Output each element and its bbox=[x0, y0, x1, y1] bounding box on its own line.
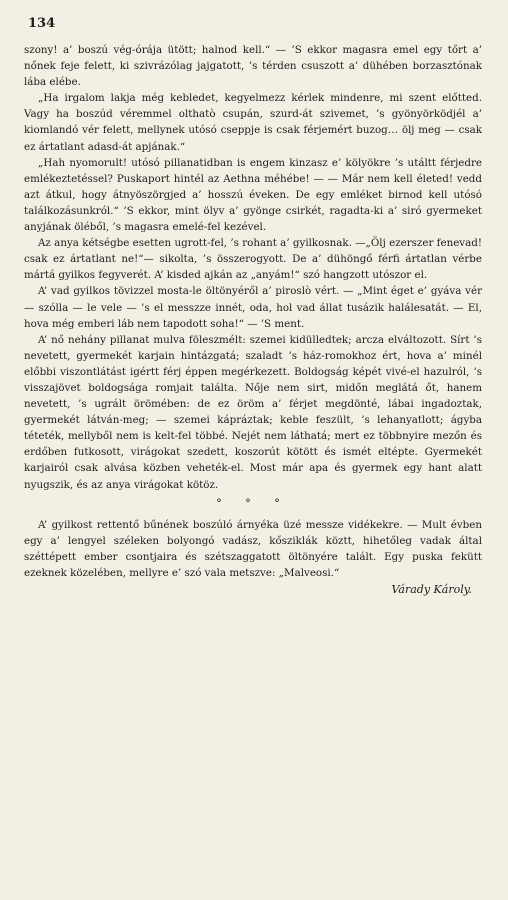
closing-paragraph: A’ gyilkost rettentő bűnének boszúló árnyéka üzé messze vidékekre. — Mult évben egy a’ lengyel széleken bolyongó vadász, kősziklák köztt, hihetőleg vadak által széttépett ember csontjaira és szétszaggatott öltönyére talált. Egy puska fekütt ezeknek közelében, mellyre e’ szó vala metszve: „Malveosi.“ bbox=[24, 518, 482, 579]
page-number: 134 bbox=[28, 16, 56, 31]
paragraph-3: „Hah nyomorult! utósó pillanatidban is engem kinzasz e’ kölyökre ’s utáltt férjedre emlékeztetéssel? Puskaport hintél az Aethna méhébe! — — Már nem kell életed! vedd azt átkul, hogy átnyöszörgjed a’ hosszú éveken. De egy emléket birnod kell utósó találkozásunkról.“ ’S ekkor, mint ölyv a’ gyönge csirkét, ragadta-ki a’ siró gyermeket anyjának öléből, ’s magasra emelé-fel kezével. bbox=[24, 156, 482, 234]
paragraph-6: A’ nő nehány pillanat mulva föleszmélt: szemei kidülledtek; arcza elváltozott. Sírt ’s nevetett, gyermekét karjain hintázgatá; szaladt ’s ház-romokhoz ért, hova a’ minél előbbi viszontlátást igértt férj éppen megérkezett. Boldogság képét vivé-el hazulról, ’s visszajövet boldogsága romjait találta. Nője nem sirt, midőn meglátá őt, hanem nevetett, ’s ugrált örömében: de ez öröm a’ férjet megdönté, lábai ingadoztak, gyermekét látván-meg; — szemei kápráztak; keble feszült, ’s lehanyatlott; ágyba téteték, mellyből nem is kelt-fel többé. Nejét nem láthatá; mert ez többnyire mezőn és erdőben futkosott, virágokat szedett, koszorút kötött és ismét eltépte. Gyermekét karjairól csak alvása közben veheték-el. Most már apa és gyermek egy hant alatt nyugszik, és az anya virágokat kötöz. bbox=[24, 333, 482, 491]
paragraph-5: A’ vad gyilkos tövizzel mosta-le öltönyéről a’ piroslò vért. — „Mint éget e’ gyáva vér — szólla — le vele — ’s el messzze innét, oda, hol vad állat tusázik halálesatát. — El, hova még emberi láb nem tapodott soha!“ — ’S ment. bbox=[24, 285, 482, 330]
author-signature: Várady Károly. bbox=[391, 583, 472, 596]
section-break-ornament: ° ° ° bbox=[216, 496, 290, 510]
paragraph-4: Az anya kétségbe esetten ugrott-fel, ’s rohant a’ gyilkosnak. —„Ölj ezerszer fenevad! csak ez ártatlant ne!“— sikolta, ’s összerogyott. De a’ dühöngő férfi ártatlan vérbe mártá gyilkos fegyverét. A’ kisded ajkán az „anyám!“ szó hangzott utószor el. bbox=[24, 237, 482, 282]
paragraph-1: szony! a’ boszú vég-órája ütött; halnod kell.“ — ’S ekkor magasra emel egy tőrt a’ nőnek feje felett, ki szivrázólag jajgatott, ’s térden csuszott a’ dühében borzasztónak lába elébe. bbox=[24, 44, 482, 89]
body-text bbox=[24, 42, 482, 598]
paragraph-2: „Ha irgalom lakja még kebledet, kegyelmezz kérlek mindenre, mi szent előtted. Vagy ha boszúd véremmel olthatò csupán, szurd-át szivemet, ’s gyönyörködjél a’ kiomlandó vér felett, mellynek utósó cseppje is csak férjemért buzog… ölj meg — csak ez ártatlant adasd-át apjának.“ bbox=[24, 92, 482, 153]
